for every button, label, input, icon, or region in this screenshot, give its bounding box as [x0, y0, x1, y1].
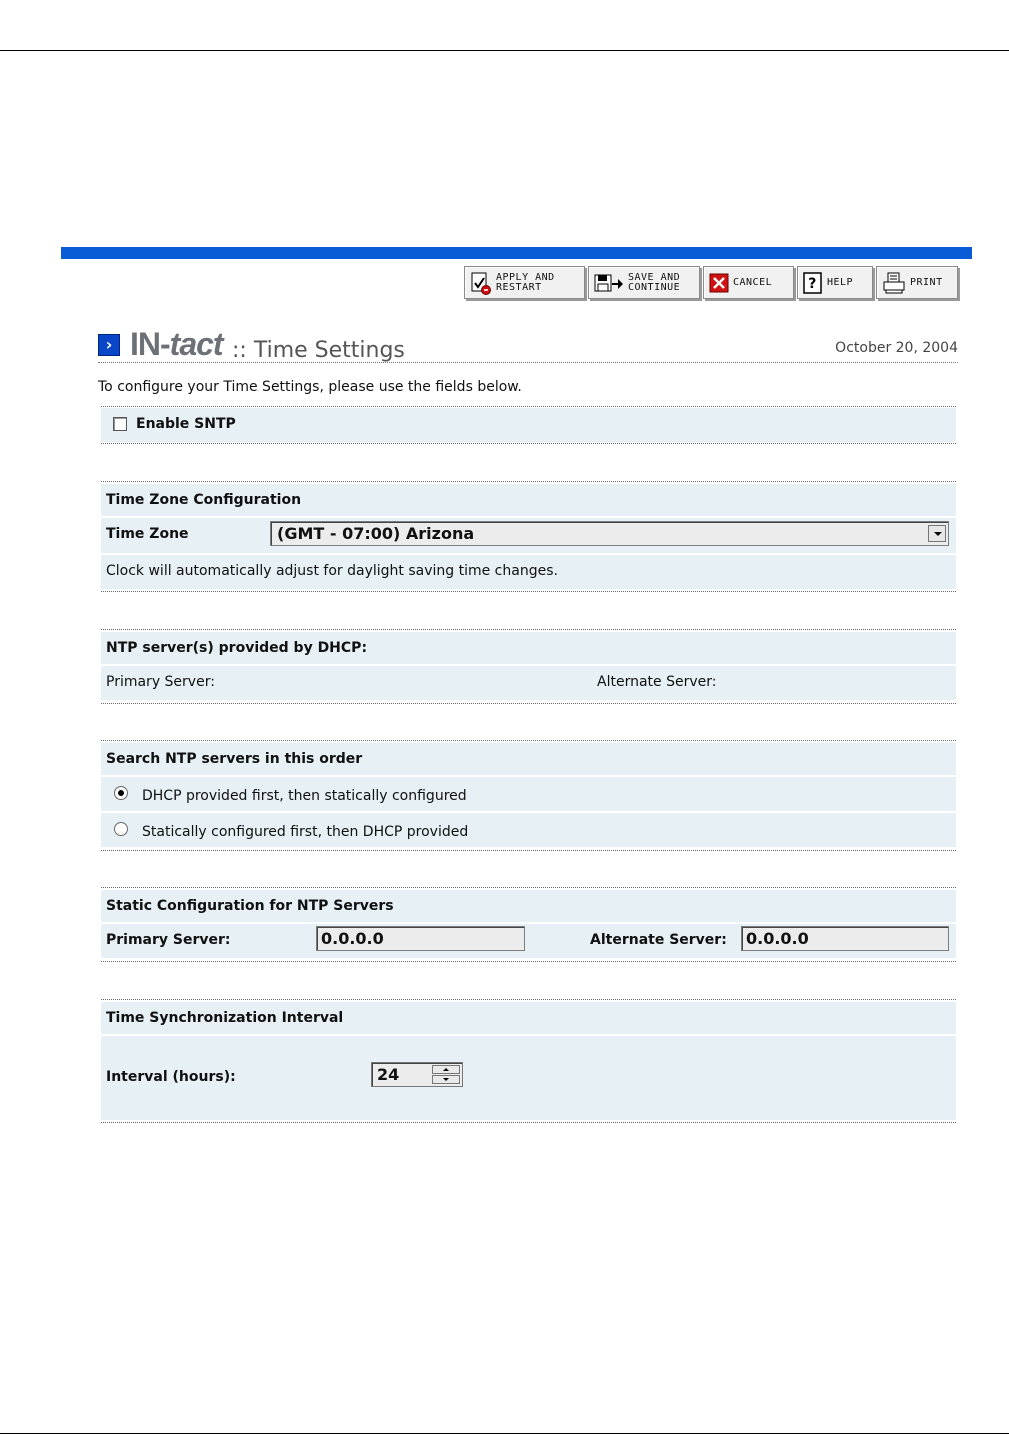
sync-panel	[101, 999, 956, 1123]
cancel-label: CANCEL	[733, 276, 773, 288]
timezone-value: (GMT - 07:00) Arizona	[277, 524, 475, 543]
timezone-select-row	[101, 518, 956, 553]
dhcp-ntp-panel	[101, 629, 956, 704]
search-order-option2-row	[101, 813, 956, 847]
apply-restart-label: APPLY AND RESTART	[496, 271, 555, 293]
interval-value: 24	[377, 1065, 400, 1084]
chevron-right-icon: ›	[98, 334, 120, 356]
static-ntp-section-title: Static Configuration for NTP Servers	[106, 898, 394, 914]
sync-section-title: Time Synchronization Interval	[106, 1010, 344, 1026]
help-label: HELP	[827, 276, 854, 288]
stepper-up-icon[interactable]	[432, 1065, 460, 1074]
page-title: :: Time Settings	[232, 338, 405, 363]
dhcp-ntp-servers-row	[101, 666, 956, 700]
cancel-icon	[709, 273, 729, 293]
static-ntp-panel	[101, 887, 956, 962]
timezone-section-title: Time Zone Configuration	[106, 492, 302, 508]
dhcp-ntp-header-row	[101, 632, 956, 664]
static-first-label: Statically configured first, then DHCP provided	[142, 824, 469, 840]
static-ntp-header-row	[101, 890, 956, 922]
search-order-panel	[101, 740, 956, 851]
search-order-section-title: Search NTP servers in this order	[106, 751, 363, 767]
save-continue-icon	[594, 272, 624, 294]
interval-stepper[interactable]	[371, 1062, 463, 1087]
save-continue-button[interactable]	[588, 266, 700, 299]
search-order-header-row	[101, 743, 956, 775]
dhcp-alternate-server-label: Alternate Server:	[597, 674, 717, 690]
interval-label: Interval (hours):	[106, 1069, 236, 1085]
svg-text:?: ?	[808, 275, 817, 292]
save-continue-label: SAVE AND CONTINUE	[628, 271, 681, 293]
static-ntp-servers-row	[101, 924, 956, 958]
static-alternate-server-label: Alternate Server:	[590, 932, 727, 948]
print-button[interactable]	[876, 266, 958, 299]
header-bar	[61, 247, 972, 259]
enable-sntp-checkbox[interactable]	[113, 417, 127, 431]
help-button[interactable]	[797, 266, 873, 299]
timezone-header-row	[101, 484, 956, 516]
help-icon	[803, 272, 823, 294]
static-primary-server-label: Primary Server:	[106, 932, 231, 948]
timezone-note-row	[101, 555, 956, 589]
primary-server-input[interactable]: 0.0.0.0	[316, 926, 525, 951]
stepper-down-icon[interactable]	[432, 1075, 460, 1084]
timezone-label: Time Zone	[106, 526, 189, 542]
dhcp-first-label: DHCP provided first, then statically configured	[142, 788, 467, 804]
alternate-server-input[interactable]: 0.0.0.0	[741, 926, 949, 951]
dhcp-ntp-section-title: NTP server(s) provided by DHCP:	[106, 640, 368, 656]
printer-icon	[882, 272, 906, 294]
sync-header-row	[101, 1002, 956, 1034]
sntp-row	[101, 408, 956, 442]
sync-interval-row	[101, 1036, 956, 1120]
stepper-buttons	[432, 1065, 460, 1084]
apply-restart-button[interactable]	[464, 266, 585, 299]
dhcp-first-radio[interactable]	[114, 786, 128, 800]
timezone-panel	[101, 481, 956, 592]
enable-sntp-label: Enable SNTP	[136, 416, 236, 432]
timezone-select[interactable]	[270, 521, 949, 546]
print-label: PRINT	[910, 276, 943, 288]
cancel-button[interactable]	[703, 266, 794, 299]
static-first-radio[interactable]	[114, 822, 128, 836]
intro-text: To configure your Time Settings, please use the fields below.	[98, 379, 522, 395]
dropdown-arrow-icon[interactable]	[928, 525, 946, 542]
search-order-option1-row	[101, 777, 956, 811]
page-header	[98, 326, 958, 363]
dhcp-primary-server-label: Primary Server:	[106, 674, 215, 690]
sntp-panel	[101, 406, 956, 444]
apply-restart-icon	[470, 271, 492, 295]
top-rule	[0, 50, 1009, 51]
page-date: October 20, 2004	[835, 340, 958, 356]
brand-logo: IN-tact	[130, 326, 223, 362]
timezone-note: Clock will automatically adjust for daylight saving time changes.	[106, 563, 558, 579]
